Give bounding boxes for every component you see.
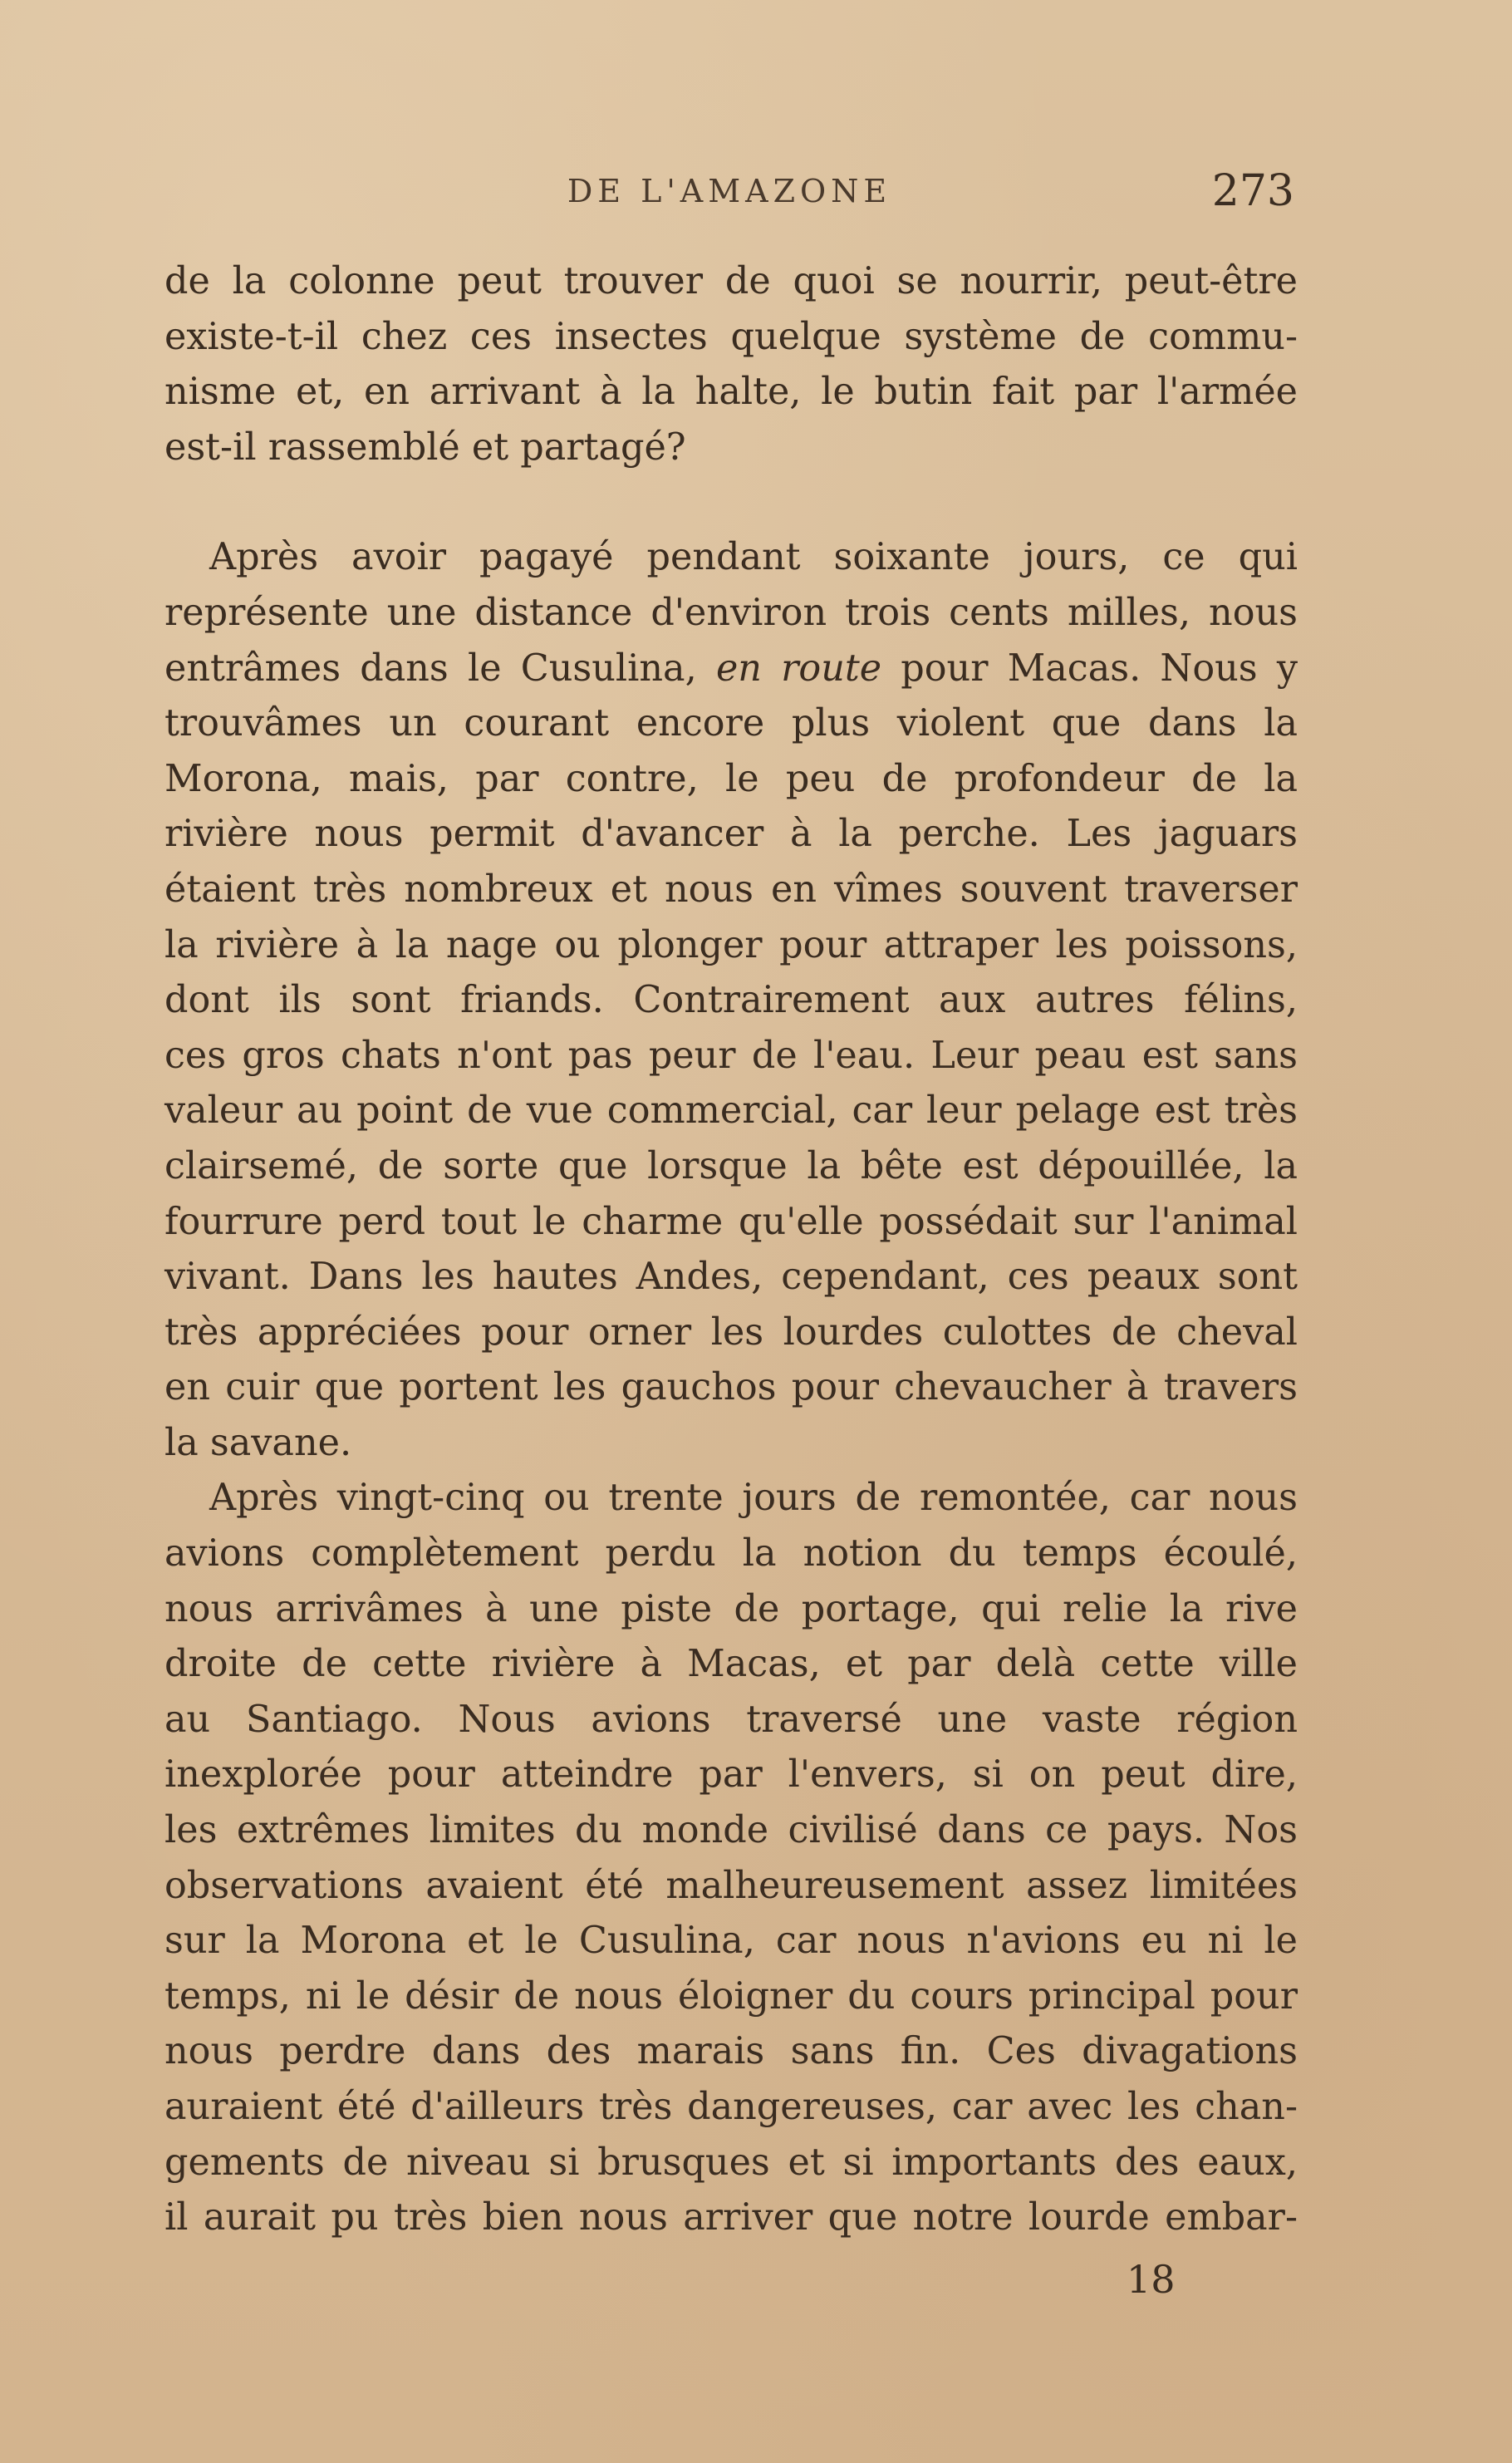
text-segment: entrâmes dans le Cusulina, <box>164 646 697 690</box>
text-line: nisme et, en arrivant à la halte, le butin fait par l'armée <box>164 371 1298 414</box>
text-line: ces gros chats n'ont pas peur de l'eau. Leur peau est sans <box>164 1034 1298 1077</box>
text-line: droite de cette rivière à Macas, et par delà cette ville <box>164 1643 1298 1686</box>
text-line: la savane. <box>164 1421 352 1464</box>
text-segment: pour Macas. Nous y <box>901 646 1298 690</box>
text-line: Après avoir pagayé pendant soixante jours, ce qui <box>209 536 1298 579</box>
text-line: inexplorée pour atteindre par l'envers, si on peut dire, <box>164 1753 1298 1797</box>
text-line: fourrure perd tout le charme qu'elle possédait sur l'animal <box>164 1200 1298 1243</box>
text-line: représente une distance d'environ trois cents milles, nous <box>164 591 1298 634</box>
text-line: clairsemé, de sorte que lorsque la bête est dépouillée, la <box>164 1144 1298 1187</box>
text-line: sur la Morona et le Cusulina, car nous n'avions eu ni le <box>164 1920 1298 1963</box>
italic-phrase: en route <box>715 646 882 690</box>
text-line: la rivière à la nage ou plonger pour attraper les poissons, <box>164 923 1298 966</box>
page-header <box>164 166 1294 224</box>
text-line: auraient été d'ailleurs très dangereuses, car avec les chan- <box>164 2086 1298 2128</box>
text-line: observations avaient été malheureusement assez limitées <box>164 1864 1298 1907</box>
text-line: au Santiago. Nous avions traversé une vaste région <box>164 1698 1298 1741</box>
text-line: nous arrivâmes à une piste de portage, qui relie la rive <box>164 1587 1298 1630</box>
text-line: de la colonne peut trouver de quoi se nourrir, peut-être <box>164 260 1298 302</box>
text-line-mixed <box>164 642 1298 697</box>
body-text <box>164 254 1298 2246</box>
paragraph-gap <box>164 475 1298 530</box>
text-line: avions complètement perdu la notion du temps écoulé, <box>164 1532 1298 1576</box>
text-line: en cuir que portent les gauchos pour chevaucher à travers <box>164 1366 1298 1409</box>
text-line: existe-t-il chez ces insectes quelque système de commu- <box>164 315 1298 358</box>
text-line: très appréciées pour orner les lourdes culottes de cheval <box>164 1310 1298 1354</box>
text-line: est-il rassemblé et partagé? <box>164 425 686 469</box>
text-line: trouvâmes un courant encore plus violent que dans la <box>164 702 1298 745</box>
signature-mark: 18 <box>1127 2257 1176 2302</box>
text-line: valeur au point de vue commercial, car leur pelage est très <box>164 1089 1298 1133</box>
text-line: étaient très nombreux et nous en vîmes souvent traverser <box>164 868 1298 911</box>
text-line: il aurait pu très bien nous arriver que notre lourde embar- <box>164 2196 1298 2239</box>
text-line: gements de niveau si brusques et si importants des eaux, <box>164 2141 1298 2184</box>
running-head: DE L'AMAZONE <box>567 173 892 209</box>
text-line: les extrêmes limites du monde civilisé dans ce pays. Nos <box>164 1809 1298 1852</box>
text-line: nous perdre dans des marais sans fin. Ces divagations <box>164 2030 1298 2073</box>
text-line: dont ils sont friands. Contrairement aux autres félins, <box>164 979 1298 1022</box>
text-line: vivant. Dans les hautes Andes, cependant, ces peaux sont <box>164 1256 1298 1299</box>
text-line: temps, ni le désir de nous éloigner du cours principal pour <box>164 1974 1298 2018</box>
text-line: Morona, mais, par contre, le peu de profondeur de la <box>164 757 1298 800</box>
text-line: Après vingt-cinq ou trente jours de remontée, car nous <box>209 1477 1298 1520</box>
text-line: rivière nous permit d'avancer à la perche. Les jaguars <box>164 813 1298 856</box>
page-number: 273 <box>1211 166 1294 216</box>
